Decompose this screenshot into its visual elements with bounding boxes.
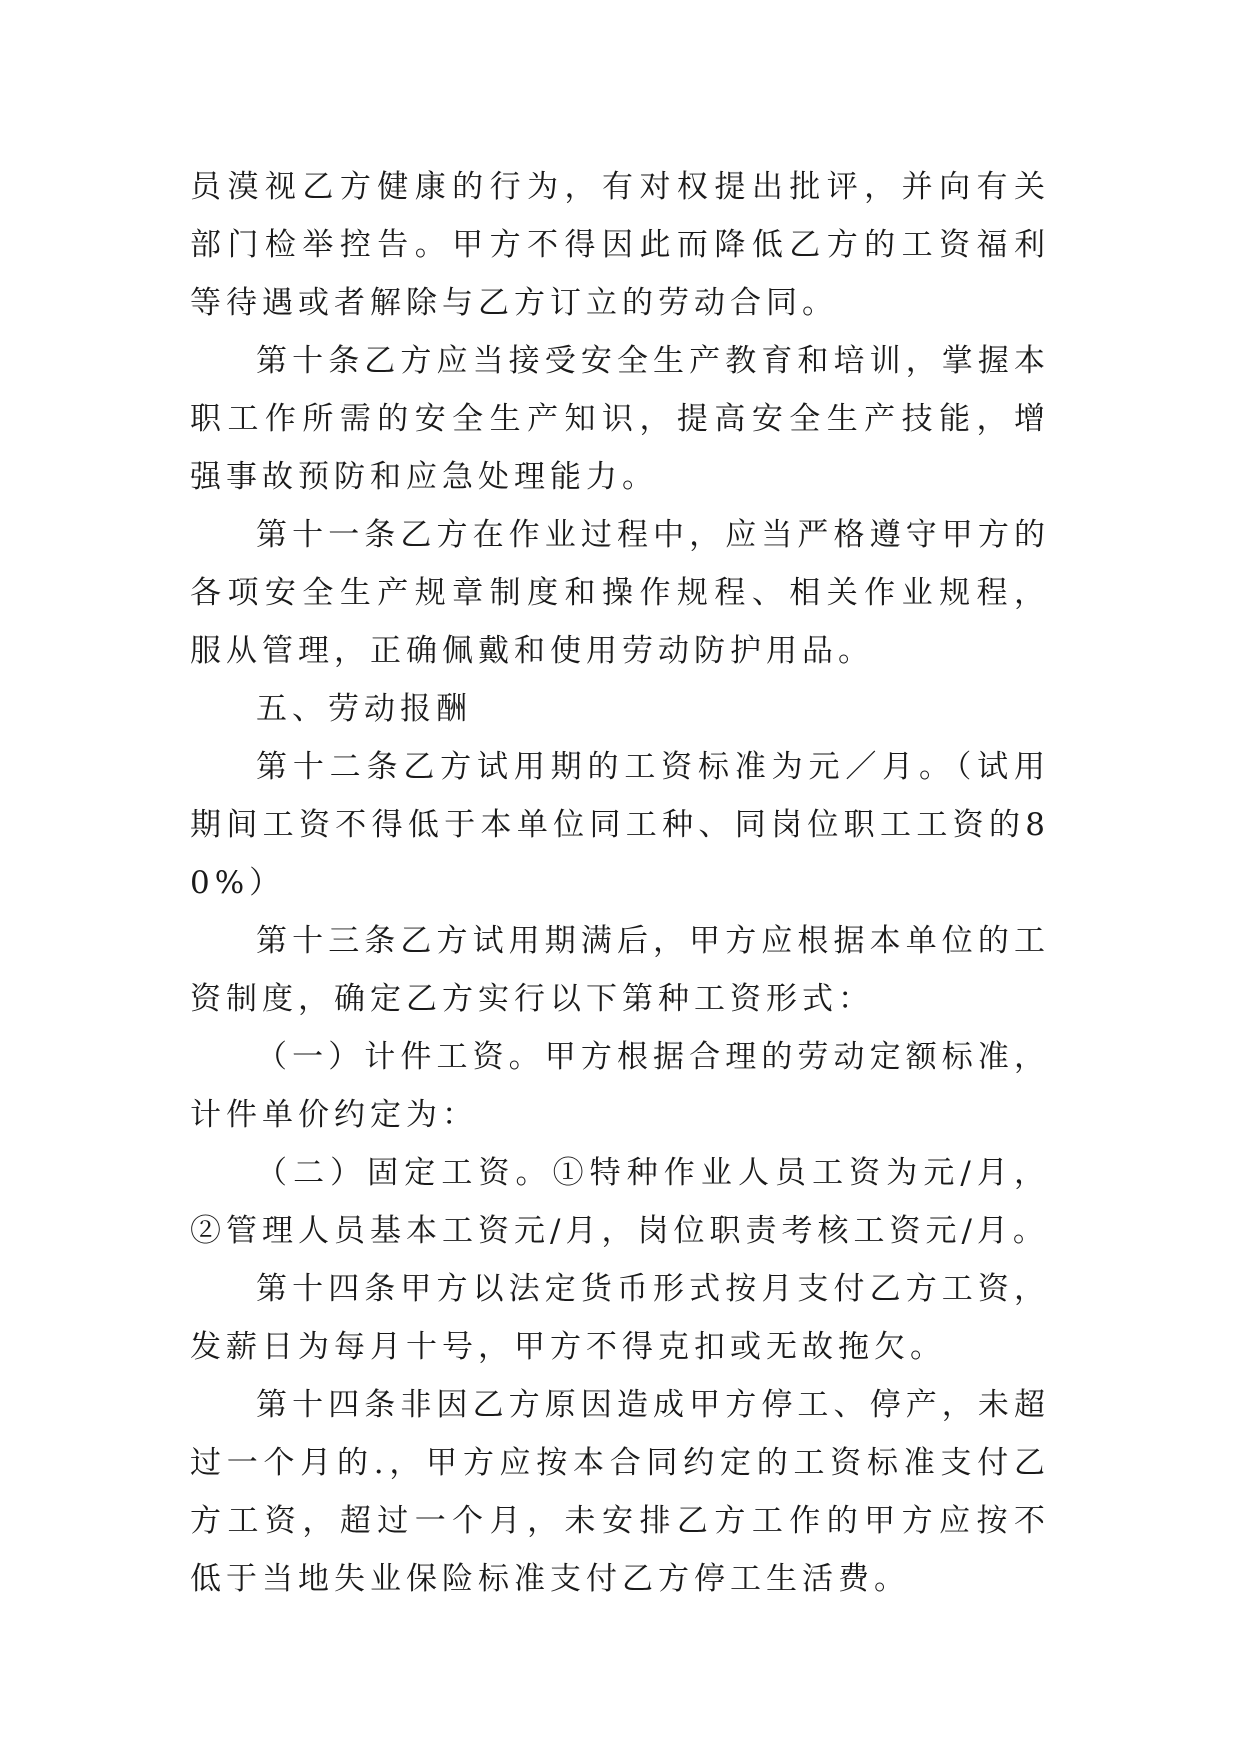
paragraph-article-13: 第十三条乙方试用期满后，甲方应根据本单位的工资制度，确定乙方实行以下第种工资形式：	[190, 923, 1050, 1017]
paragraph-article-14-suspension: 第十四条非因乙方原因造成甲方停工、停产，未超过一个月的.，甲方应按本合同约定的工资标准支付乙方工资，超过一个月，未安排乙方工作的甲方应按不低于当地失业保险标准支付乙方停工生活费。	[190, 1387, 1050, 1597]
paragraph-article-12: 第十二条乙方试用期的工资标准为元／月。（试用期间工资不得低于本单位同工种、同岗位职工工资的80%）	[190, 749, 1050, 901]
paragraph-item-fixed-wage: （二）固定工资。①特种作业人员工资为元/月，②管理人员基本工资元/月，岗位职责考核工资元/月。	[190, 1155, 1050, 1249]
paragraph-article-14-payment: 第十四条甲方以法定货币形式按月支付乙方工资，发薪日为每月十号，甲方不得克扣或无故拖欠。	[190, 1271, 1050, 1365]
document-body	[190, 158, 1050, 1608]
paragraph-continuation: 员漠视乙方健康的行为，有对权提出批评，并向有关部门检举控告。甲方不得因此而降低乙方的工资福利等待遇或者解除与乙方订立的劳动合同。	[190, 169, 1050, 321]
paragraph-item-piece-rate: （一）计件工资。甲方根据合理的劳动定额标准，计件单价约定为：	[190, 1039, 1050, 1133]
section-heading-labor-remuneration: 五、劳动报酬	[256, 691, 472, 727]
paragraph-article-11: 第十一条乙方在作业过程中，应当严格遵守甲方的各项安全生产规章制度和操作规程、相关作业规程，服从管理，正确佩戴和使用劳动防护用品。	[190, 517, 1050, 669]
paragraph-article-10: 第十条乙方应当接受安全生产教育和培训，掌握本职工作所需的安全生产知识，提高安全生产技能，增强事故预防和应急处理能力。	[190, 343, 1050, 495]
